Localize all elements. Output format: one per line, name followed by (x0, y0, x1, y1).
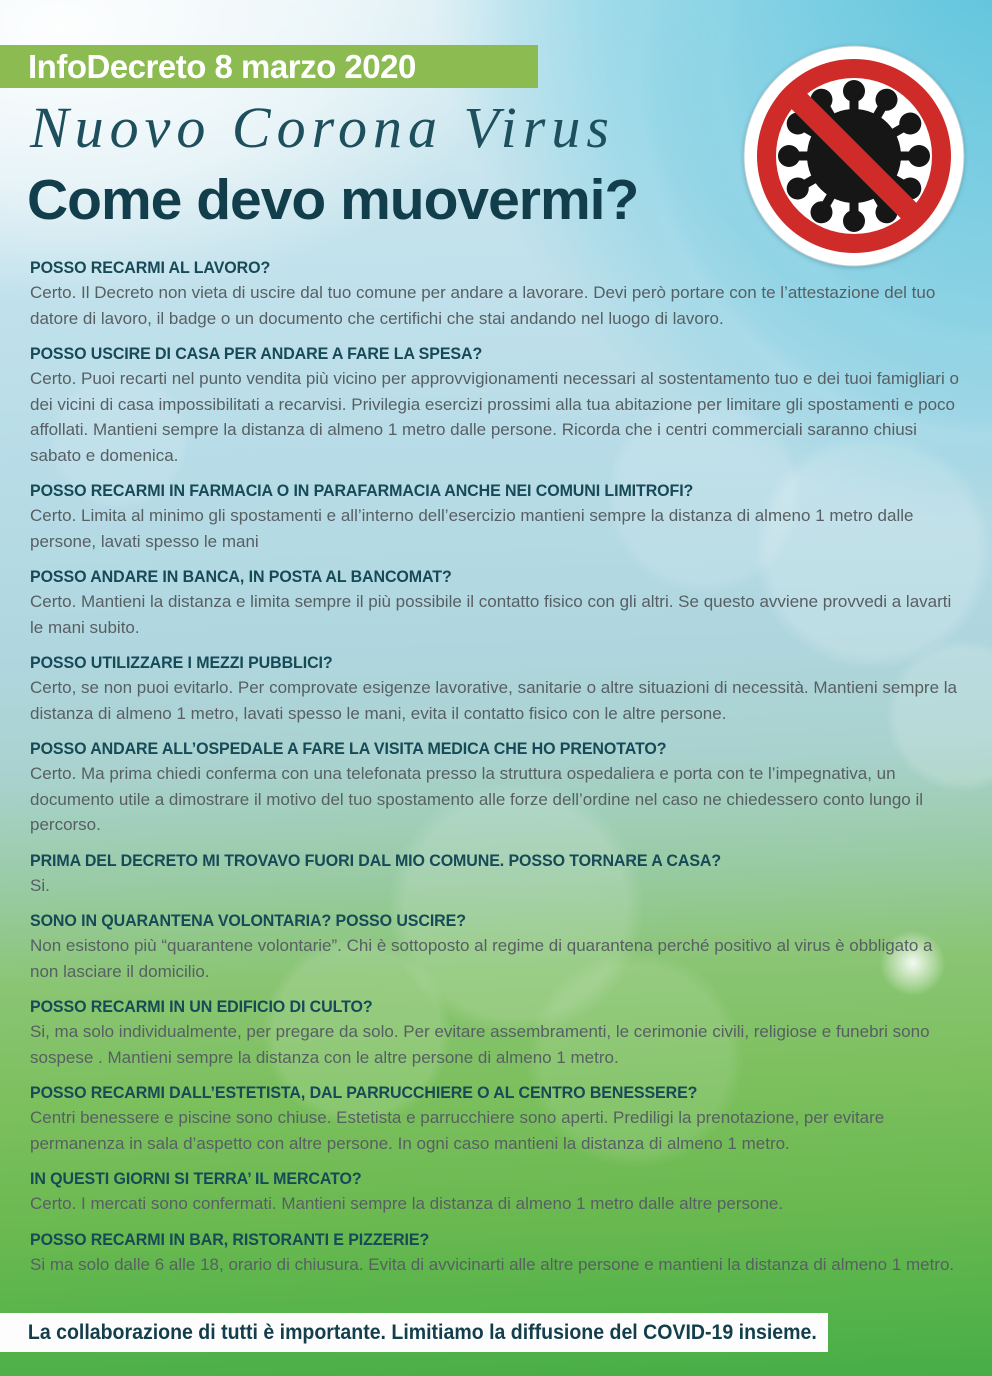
footer-banner (0, 1313, 828, 1352)
answer-text: Si ma solo dalle 6 alle 18, orario di chiusura. Evita di avvicinarti alle altre persone e mantieni la distanza di almeno 1 metro. (30, 1254, 955, 1274)
answer-text: Non esistono più “quarantene volontarie”. Chi è sottoposto al regime di quarantena perché positivo al virus è obbligato a non lasciare il domicilio. (30, 936, 933, 981)
qa-section (30, 653, 962, 726)
qa-section (30, 344, 962, 468)
question-heading: POSSO RECARMI IN FARMACIA O IN PARAFARMACIA ANCHE NEI COMUNI LIMITROFI? (30, 482, 694, 500)
qa-section (30, 1169, 962, 1217)
qa-section (30, 997, 962, 1070)
question-heading: POSSO ANDARE ALL’OSPEDALE A FARE LA VISITA MEDICA CHE HO PRENOTATO? (30, 740, 667, 758)
answer-text: Certo. I mercati sono confermati. Mantieni sempre la distanza di almeno 1 metro dalle altre persone. (30, 1194, 784, 1213)
question-heading: POSSO ANDARE IN BANCA, IN POSTA AL BANCOMAT? (30, 568, 452, 586)
answer-text: Si. (30, 875, 50, 895)
question-heading: POSSO RECARMI IN BAR, RISTORANTI E PIZZERIE? (30, 1230, 430, 1249)
answer-text: Centri benessere e piscine sono chiuse. Estetista e parrucchiere sono aperti. Prediligi la prenotazione, per evitare permanenza in sala d’aspetto con altre persone. In ogni caso mantieni la distanza di almeno 1 metro. (30, 1108, 885, 1153)
banner-title: InfoDecreto 8 marzo 2020 (28, 48, 416, 85)
question-heading: POSSO UTILIZZARE I MEZZI PUBBLICI? (30, 654, 333, 672)
question-heading: PRIMA DEL DECRETO MI TROVAVO FUORI DAL MIO COMUNE. POSSO TORNARE A CASA? (30, 851, 722, 870)
footer-message: La collaborazione di tutti è importante. Limitiamo la diffusione del COVID-19 insieme. (27, 1321, 817, 1344)
qa-list (30, 258, 962, 1290)
qa-section (30, 1083, 962, 1156)
header-banner (0, 45, 538, 88)
answer-text: Certo. Puoi recarti nel punto vendita più vicino per approvvigionamenti necessari al sostentamento tuo e dei tuoi famigliari o dei vicini di casa impossibilitati a recarvisi. Privilegia esercizi prossimi alla tua abitazione per limitare gli spostamenti e poco affollati. Mantieni sempre la distanza di almeno 1 metro dalle persone. Ricorda che i centri commerciali saranno chiusi sabato e domenica. (30, 369, 959, 465)
answer-text: Certo. Il Decreto non vieta di uscire dal tuo comune per andare a lavorare. Devi però portare con te l’attestazione del tuo datore di lavoro, il badge o un documento che certifichi che stai andando nel luogo di lavoro. (30, 283, 936, 328)
page-title: Come devo muovermi? (27, 168, 639, 232)
no-virus-icon (742, 44, 966, 268)
question-heading: IN QUESTI GIORNI SI TERRA’ IL MERCATO? (30, 1170, 362, 1188)
question-heading: POSSO RECARMI IN UN EDIFICIO DI CULTO? (30, 998, 373, 1016)
answer-text: Si, ma solo individualmente, per pregare da solo. Per evitare assembramenti, le cerimonie civili, religiose e funebri sono sospese . Mantieni sempre la distanza con le altre persone di almeno 1 metro. (30, 1022, 930, 1067)
qa-section (30, 258, 962, 331)
question-heading: SONO IN QUARANTENA VOLONTARIA? POSSO USCIRE? (30, 912, 466, 930)
qa-section (30, 911, 962, 984)
answer-text: Certo, se non puoi evitarlo. Per comprovate esigenze lavorative, sanitarie o altre situazioni di necessità. Mantieni sempre la distanza di almeno 1 metro, lavati spesso le mani, evita il contatto fisico con le altre persone. (30, 678, 957, 723)
question-heading: POSSO RECARMI AL LAVORO? (30, 259, 271, 277)
answer-text: Certo. Limita al minimo gli spostamenti e all’interno dell’esercizio mantieni sempre la distanza di almeno 1 metro dalle persone, lavati spesso le mani (30, 506, 914, 551)
qa-section (30, 851, 962, 899)
qa-section (30, 739, 962, 838)
qa-section (30, 567, 962, 640)
poster-subtitle: Nuovo Corona Virus (30, 95, 615, 160)
qa-section (30, 481, 962, 554)
question-heading: POSSO USCIRE DI CASA PER ANDARE A FARE LA SPESA? (30, 345, 483, 363)
answer-text: Certo. Mantieni la distanza e limita sempre il più possibile il contatto fisico con gli altri. Se questo avviene provvedi a lavarti le mani subito. (30, 592, 952, 637)
qa-section (30, 1230, 962, 1278)
question-heading: POSSO RECARMI DALL’ESTETISTA, DAL PARRUCCHIERE O AL CENTRO BENESSERE? (30, 1084, 698, 1102)
answer-text: Certo. Ma prima chiedi conferma con una telefonata presso la struttura ospedaliera e porta con te l’impegnativa, un documento utile a dimostrare il motivo del tuo spostamento alle forze dell’ordine nel caso ne chiedessero conto lungo il percorso. (30, 764, 924, 834)
